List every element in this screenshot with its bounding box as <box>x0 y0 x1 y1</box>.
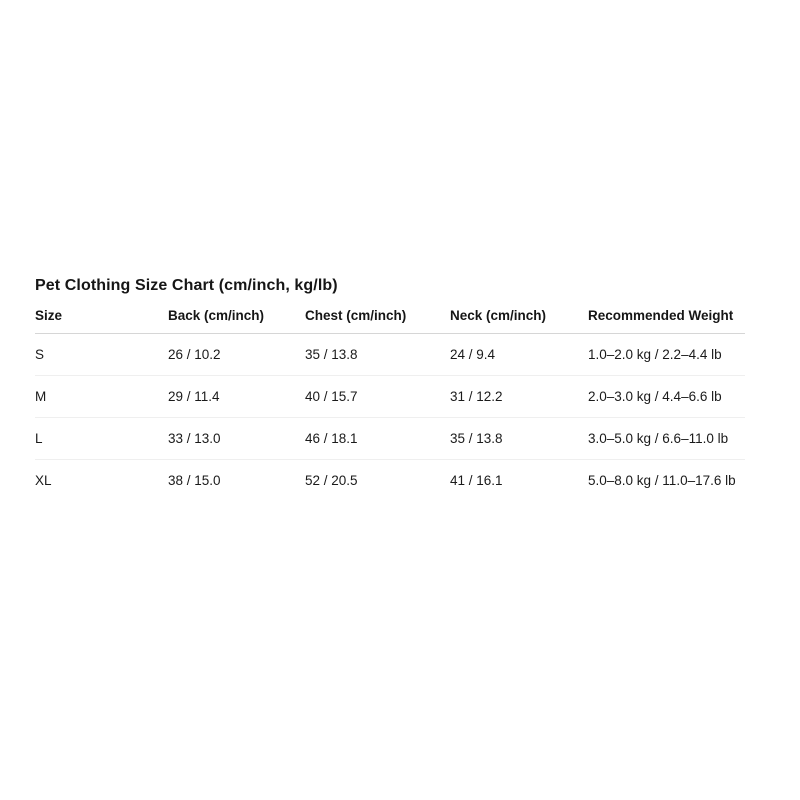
back-cell: 26 / 10.2 <box>168 334 305 376</box>
size-cell: XL <box>35 472 52 488</box>
header-weight: Recommended Weight <box>588 309 745 334</box>
size-chart-table <box>35 309 745 501</box>
back-cell: 33 / 13.0 <box>168 418 305 460</box>
header-neck: Neck (cm/inch) <box>450 309 588 334</box>
header-row <box>35 309 745 334</box>
table-row-xl <box>35 460 745 502</box>
header-back: Back (cm/inch) <box>168 309 305 334</box>
size-cell: M <box>35 376 168 418</box>
size-chart-section <box>35 277 745 501</box>
weight-cell: 1.0–2.0 kg / 2.2–4.4 lb <box>588 334 745 376</box>
chest-cell: 35 / 13.8 <box>305 334 450 376</box>
table-row-m <box>35 376 745 418</box>
size-cell: S <box>35 334 168 376</box>
header-chest: Chest (cm/inch) <box>305 309 450 334</box>
weight-cell: 5.0–8.0 kg / 11.0–17.6 lb <box>588 472 736 488</box>
table-row-s <box>35 334 745 376</box>
size-chart-title: Pet Clothing Size Chart (cm/inch, kg/lb) <box>35 277 338 294</box>
weight-cell: 2.0–3.0 kg / 4.4–6.6 lb <box>588 376 745 418</box>
table-row-l <box>35 418 745 460</box>
size-cell: L <box>35 418 168 460</box>
neck-cell: 24 / 9.4 <box>450 334 588 376</box>
neck-cell: 31 / 12.2 <box>450 376 588 418</box>
neck-cell: 41 / 16.1 <box>450 472 503 488</box>
header-size: Size <box>35 309 168 334</box>
table-header <box>35 309 745 334</box>
chest-cell: 52 / 20.5 <box>305 472 358 488</box>
back-cell: 29 / 11.4 <box>168 376 305 418</box>
weight-cell: 3.0–5.0 kg / 6.6–11.0 lb <box>588 418 745 460</box>
chest-cell: 40 / 15.7 <box>305 376 450 418</box>
back-cell: 38 / 15.0 <box>168 472 221 488</box>
table-body <box>35 334 745 502</box>
chest-cell: 46 / 18.1 <box>305 418 450 460</box>
neck-cell: 35 / 13.8 <box>450 418 588 460</box>
